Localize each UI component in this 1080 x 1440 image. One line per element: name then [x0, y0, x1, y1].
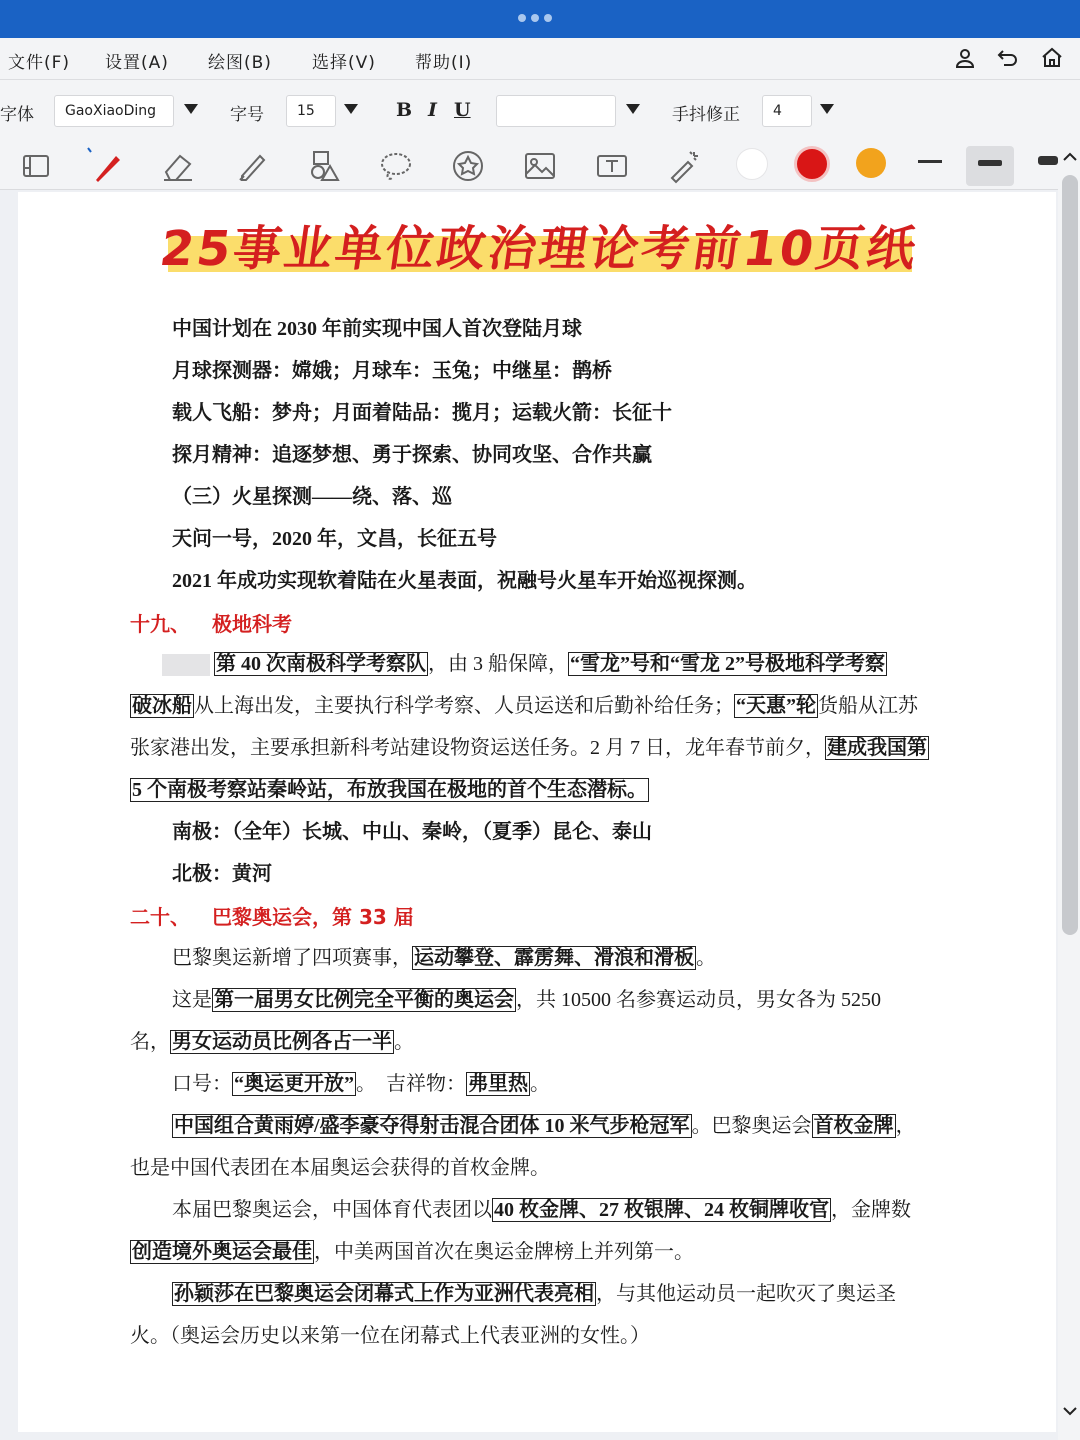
format-toolbar	[0, 80, 1080, 142]
font-label: 字体	[0, 105, 34, 125]
font-select[interactable]: GaoXiaoDing	[54, 95, 174, 127]
text-line: 破冰船 从上海出发，主要执行科学考察、人员运送和后勤补给任务； “天惠”轮 货船从江苏	[132, 695, 918, 717]
menu-select[interactable]: 选择(V)	[312, 53, 376, 73]
thin-stroke-option[interactable]	[918, 160, 942, 163]
scroll-down-icon[interactable]	[1062, 1404, 1078, 1418]
text-line: 5 个南极考察站秦岭站，布放我国在极地的首个生态潜标。	[132, 779, 647, 801]
text-line: 第 40 次南极科学考察队 ，由 3 船保障， “雪龙”号和“雪龙 2”号极地科学考察	[162, 651, 887, 677]
size-dropdown-icon[interactable]	[344, 104, 358, 114]
text-line: 张家港出发，主要承担新科考站建设物资运送任务。2 月 7 日，龙年春节前夕， 建成我国第	[130, 737, 927, 759]
text-line: 口号： “奥运更开放” 。 吉祥物： 弗里热 。	[172, 1073, 550, 1095]
shapes-icon[interactable]	[304, 146, 344, 186]
undo-icon[interactable]	[996, 46, 1020, 74]
text-line: 火。（奥运会历史以来第一位在闭幕式上代表亚洲的女性。）	[130, 1325, 650, 1347]
orange-color-swatch[interactable]	[856, 148, 886, 178]
layout-icon[interactable]	[16, 146, 56, 186]
text-line: 南极：（全年）长城、中山、秦岭，（夏季）昆仑、泰山	[172, 821, 652, 843]
document-title: 25事业单位政治理论考前10页纸	[156, 221, 923, 277]
text-line: 孙颖莎在巴黎奥运会闭幕式上作为亚洲代表亮相 ，与其他运动员一起吹灭了奥运圣	[174, 1283, 896, 1305]
sticker-icon[interactable]	[448, 146, 488, 186]
text-line: 北极：黄河	[172, 863, 272, 885]
text-line: 中国计划在 2030 年前实现中国人首次登陆月球	[172, 318, 582, 340]
text-line: 天问一号，2020 年，文昌，长征五号	[172, 528, 497, 550]
text-line: 巴黎奥运新增了四项赛事， 运动攀登、霹雳舞、滑浪和滑板 。	[172, 947, 716, 969]
text-line: 也是中国代表团在本届奥运会获得的首枚金牌。	[130, 1157, 550, 1179]
section-19-number: 十九、	[130, 612, 190, 636]
home-icon[interactable]	[1040, 46, 1064, 74]
smoothing-dropdown-icon[interactable]	[820, 104, 834, 114]
text-line: 探月精神：追逐梦想、勇于探索、协同攻坚、合作共赢	[172, 444, 652, 466]
text-line: 月球探测器：嫦娥；月球车：玉兔；中继星：鹊桥	[172, 360, 612, 382]
highlighter-icon[interactable]	[232, 146, 272, 186]
smoothing-label: 手抖修正	[672, 105, 740, 125]
menubar	[0, 38, 1080, 80]
text-line: 这是 第一届男女比例完全平衡的奥运会 ，共 10500 名参赛运动员，男女各为 5250	[172, 989, 881, 1011]
color-dropdown-icon[interactable]	[626, 104, 640, 114]
section-20-number: 二十、	[130, 905, 190, 929]
underline-button[interactable]: U	[454, 99, 471, 121]
size-label: 字号	[230, 105, 264, 125]
user-icon[interactable]	[953, 46, 977, 74]
font-dropdown-icon[interactable]	[184, 104, 198, 114]
text-line: 载人飞船：梦舟；月面着陆品：揽月；运载火箭：长征十	[172, 402, 672, 424]
image-icon[interactable]	[520, 146, 560, 186]
smoothing-select[interactable]: 4	[762, 95, 812, 127]
eraser-icon[interactable]	[158, 146, 198, 186]
size-select[interactable]: 15	[286, 95, 336, 127]
text-line: 中国组合黄雨婷/盛李豪夺得射击混合团体 10 米气步枪冠军 。巴黎奥运会 首枚金牌 ，	[174, 1115, 916, 1137]
text-line: 本届巴黎奥运会，中国体育代表团以 40 枚金牌、27 枚银牌、24 枚铜牌收官 ，金牌数	[172, 1199, 911, 1221]
text-line: 创造境外奥运会最佳 ，中美两国首次在奥运金牌榜上并列第一。	[132, 1241, 694, 1263]
thick-stroke-option[interactable]	[1038, 156, 1058, 165]
scrollbar-thumb[interactable]	[1062, 175, 1078, 935]
menu-settings[interactable]: 设置(A)	[105, 53, 169, 73]
white-color-swatch[interactable]	[736, 148, 768, 180]
section-20-title: 巴黎奥运会，第 33 届	[212, 905, 414, 929]
text-line: 名， 男女运动员比例各占一半 。	[130, 1031, 414, 1053]
window-titlebar	[0, 0, 1080, 38]
medium-stroke-option[interactable]	[966, 146, 1014, 186]
pen-icon[interactable]	[86, 146, 126, 186]
text-line: 2021 年成功实现软着陆在火星表面，祝融号火星车开始巡视探测。	[172, 570, 757, 592]
menu-draw[interactable]: 绘图(B)	[208, 53, 272, 73]
section-19-title: 极地科考	[212, 612, 292, 636]
scroll-up-icon[interactable]	[1062, 150, 1078, 164]
text-line: （三）火星探测——绕、落、巡	[172, 486, 452, 508]
red-color-swatch[interactable]	[794, 146, 830, 182]
menu-help[interactable]: 帮助(I)	[415, 53, 473, 73]
grey-mark	[162, 654, 210, 676]
lasso-icon[interactable]	[376, 146, 416, 186]
window-drag-handle[interactable]	[518, 14, 552, 22]
laser-pointer-icon[interactable]	[664, 146, 704, 186]
menu-file[interactable]: 文件(F)	[8, 53, 71, 73]
italic-button[interactable]: I	[428, 99, 437, 121]
drawing-toolbar	[0, 142, 1080, 190]
bold-button[interactable]: B	[396, 99, 413, 121]
text-icon[interactable]	[592, 146, 632, 186]
color-select[interactable]	[496, 95, 616, 127]
